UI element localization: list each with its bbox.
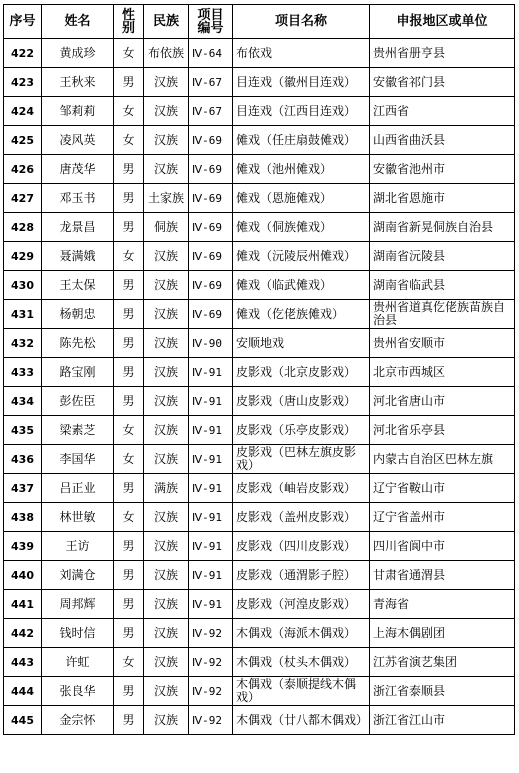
cell-project-name: 木偶戏（海派木偶戏） (233, 619, 370, 648)
cell-project-name: 傩戏（侗族傩戏） (233, 213, 370, 242)
cell-gender: 女 (114, 503, 144, 532)
table-row (4, 300, 515, 329)
cell-serial: 423 (4, 68, 42, 97)
col-header-project-code: 项目编号 (189, 5, 233, 39)
cell-ethnicity: 布依族 (144, 39, 189, 68)
cell-name: 杨朝忠 (42, 300, 114, 329)
cell-serial: 434 (4, 387, 42, 416)
cell-ethnicity: 汉族 (144, 445, 189, 474)
table-row (4, 503, 515, 532)
header-row (4, 5, 515, 39)
cell-name: 张良华 (42, 677, 114, 706)
cell-region: 河北省乐亭县 (370, 416, 515, 445)
cell-project-name: 皮影戏（盖州皮影戏） (233, 503, 370, 532)
cell-name: 周邦辉 (42, 590, 114, 619)
table-row (4, 590, 515, 619)
cell-ethnicity: 汉族 (144, 271, 189, 300)
table-row (4, 155, 515, 184)
cell-project-code: Ⅳ-69 (189, 155, 233, 184)
cell-project-code: Ⅳ-91 (189, 445, 233, 474)
table-row (4, 532, 515, 561)
cell-region: 山西省曲沃县 (370, 126, 515, 155)
cell-gender: 女 (114, 648, 144, 677)
cell-serial: 431 (4, 300, 42, 329)
cell-gender: 男 (114, 677, 144, 706)
cell-gender: 女 (114, 39, 144, 68)
cell-gender: 男 (114, 474, 144, 503)
cell-ethnicity: 汉族 (144, 561, 189, 590)
cell-name: 陈先松 (42, 329, 114, 358)
table-row (4, 242, 515, 271)
cell-project-code: Ⅳ-91 (189, 590, 233, 619)
cell-region: 贵州省安顺市 (370, 329, 515, 358)
inheritors-table (3, 4, 515, 735)
cell-gender: 男 (114, 329, 144, 358)
cell-gender: 男 (114, 213, 144, 242)
cell-serial: 430 (4, 271, 42, 300)
table-row (4, 387, 515, 416)
cell-region: 湖南省沅陵县 (370, 242, 515, 271)
cell-region: 湖北省恩施市 (370, 184, 515, 213)
cell-name: 唐茂华 (42, 155, 114, 184)
cell-name: 聂满娥 (42, 242, 114, 271)
cell-serial: 440 (4, 561, 42, 590)
cell-serial: 436 (4, 445, 42, 474)
cell-project-name: 木偶戏（廿八都木偶戏） (233, 706, 370, 735)
cell-serial: 429 (4, 242, 42, 271)
cell-project-code: Ⅳ-92 (189, 648, 233, 677)
cell-project-name: 傩戏（临武傩戏） (233, 271, 370, 300)
cell-serial: 443 (4, 648, 42, 677)
cell-name: 许虹 (42, 648, 114, 677)
cell-project-name: 傩戏（任庄扇鼓傩戏） (233, 126, 370, 155)
cell-region: 湖南省新晃侗族自治县 (370, 213, 515, 242)
cell-serial: 439 (4, 532, 42, 561)
cell-project-name: 傩戏（仡佬族傩戏） (233, 300, 370, 329)
cell-region: 浙江省泰顺县 (370, 677, 515, 706)
cell-region: 北京市西城区 (370, 358, 515, 387)
table-row (4, 445, 515, 474)
cell-ethnicity: 汉族 (144, 590, 189, 619)
cell-project-code: Ⅳ-91 (189, 503, 233, 532)
cell-project-name: 皮影戏（通渭影子腔） (233, 561, 370, 590)
table-row (4, 561, 515, 590)
cell-project-name: 布依戏 (233, 39, 370, 68)
table-row (4, 39, 515, 68)
cell-ethnicity: 汉族 (144, 68, 189, 97)
cell-region: 四川省阆中市 (370, 532, 515, 561)
cell-serial: 425 (4, 126, 42, 155)
cell-project-code: Ⅳ-69 (189, 184, 233, 213)
cell-serial: 435 (4, 416, 42, 445)
cell-gender: 男 (114, 706, 144, 735)
cell-ethnicity: 汉族 (144, 126, 189, 155)
cell-serial: 427 (4, 184, 42, 213)
cell-serial: 428 (4, 213, 42, 242)
cell-project-name: 皮影戏（乐亭皮影戏） (233, 416, 370, 445)
cell-ethnicity: 汉族 (144, 329, 189, 358)
cell-ethnicity: 汉族 (144, 503, 189, 532)
cell-project-name: 傩戏（恩施傩戏） (233, 184, 370, 213)
cell-region: 贵州省册亨县 (370, 39, 515, 68)
cell-project-name: 皮影戏（巴林左旗皮影戏） (233, 445, 370, 474)
cell-name: 王访 (42, 532, 114, 561)
cell-project-name: 傩戏（池州傩戏） (233, 155, 370, 184)
table-row (4, 474, 515, 503)
cell-ethnicity: 汉族 (144, 242, 189, 271)
cell-project-code: Ⅳ-69 (189, 213, 233, 242)
cell-serial: 438 (4, 503, 42, 532)
cell-region: 湖南省临武县 (370, 271, 515, 300)
cell-project-name: 皮影戏（河湟皮影戏） (233, 590, 370, 619)
cell-project-code: Ⅳ-91 (189, 387, 233, 416)
table-row (4, 213, 515, 242)
cell-name: 吕正业 (42, 474, 114, 503)
col-header-project-name: 项目名称 (233, 5, 370, 39)
cell-project-name: 木偶戏（泰顺提线木偶戏） (233, 677, 370, 706)
cell-gender: 女 (114, 416, 144, 445)
cell-project-name: 皮影戏（岫岩皮影戏） (233, 474, 370, 503)
cell-name: 龙景昌 (42, 213, 114, 242)
cell-region: 辽宁省鞍山市 (370, 474, 515, 503)
cell-serial: 426 (4, 155, 42, 184)
cell-gender: 男 (114, 184, 144, 213)
cell-gender: 女 (114, 242, 144, 271)
cell-project-code: Ⅳ-90 (189, 329, 233, 358)
cell-name: 王秋来 (42, 68, 114, 97)
cell-region: 江苏省演艺集团 (370, 648, 515, 677)
cell-project-code: Ⅳ-91 (189, 416, 233, 445)
cell-project-code: Ⅳ-91 (189, 561, 233, 590)
cell-serial: 433 (4, 358, 42, 387)
cell-serial: 432 (4, 329, 42, 358)
cell-region: 上海木偶剧团 (370, 619, 515, 648)
table-row (4, 358, 515, 387)
cell-name: 王太保 (42, 271, 114, 300)
cell-serial: 445 (4, 706, 42, 735)
cell-name: 邓玉书 (42, 184, 114, 213)
cell-serial: 442 (4, 619, 42, 648)
col-header-serial: 序号 (4, 5, 42, 39)
cell-ethnicity: 土家族 (144, 184, 189, 213)
cell-serial: 444 (4, 677, 42, 706)
cell-project-code: Ⅳ-64 (189, 39, 233, 68)
cell-project-name: 木偶戏（杖头木偶戏） (233, 648, 370, 677)
cell-ethnicity: 满族 (144, 474, 189, 503)
cell-project-code: Ⅳ-69 (189, 126, 233, 155)
cell-project-code: Ⅳ-92 (189, 677, 233, 706)
cell-ethnicity: 汉族 (144, 677, 189, 706)
cell-project-name: 安顺地戏 (233, 329, 370, 358)
cell-name: 金宗怀 (42, 706, 114, 735)
table-row (4, 329, 515, 358)
cell-ethnicity: 汉族 (144, 648, 189, 677)
cell-project-code: Ⅳ-91 (189, 474, 233, 503)
cell-serial: 441 (4, 590, 42, 619)
cell-project-name: 目连戏（江西目连戏） (233, 97, 370, 126)
col-header-gender: 性别 (114, 5, 144, 39)
table-body (4, 39, 515, 735)
cell-project-code: Ⅳ-69 (189, 271, 233, 300)
cell-region: 贵州省道真仡佬族苗族自治县 (370, 300, 515, 329)
table-row (4, 677, 515, 706)
table-row (4, 416, 515, 445)
cell-ethnicity: 汉族 (144, 706, 189, 735)
cell-region: 浙江省江山市 (370, 706, 515, 735)
cell-project-code: Ⅳ-67 (189, 68, 233, 97)
cell-serial: 424 (4, 97, 42, 126)
cell-region: 安徽省祁门县 (370, 68, 515, 97)
cell-name: 梁素芝 (42, 416, 114, 445)
cell-name: 黄成珍 (42, 39, 114, 68)
cell-region: 辽宁省盖州市 (370, 503, 515, 532)
cell-project-name: 傩戏（沅陵辰州傩戏） (233, 242, 370, 271)
cell-gender: 女 (114, 126, 144, 155)
cell-region: 江西省 (370, 97, 515, 126)
cell-gender: 男 (114, 532, 144, 561)
table-row (4, 648, 515, 677)
cell-ethnicity: 汉族 (144, 619, 189, 648)
cell-serial: 422 (4, 39, 42, 68)
col-header-ethnicity: 民族 (144, 5, 189, 39)
cell-region: 河北省唐山市 (370, 387, 515, 416)
cell-gender: 男 (114, 590, 144, 619)
cell-ethnicity: 汉族 (144, 358, 189, 387)
cell-gender: 男 (114, 68, 144, 97)
cell-ethnicity: 汉族 (144, 416, 189, 445)
cell-name: 林世敏 (42, 503, 114, 532)
cell-name: 路宝刚 (42, 358, 114, 387)
cell-ethnicity: 侗族 (144, 213, 189, 242)
cell-project-code: Ⅳ-69 (189, 300, 233, 329)
cell-project-code: Ⅳ-91 (189, 358, 233, 387)
cell-project-code: Ⅳ-91 (189, 532, 233, 561)
cell-region: 青海省 (370, 590, 515, 619)
cell-gender: 男 (114, 271, 144, 300)
cell-ethnicity: 汉族 (144, 387, 189, 416)
cell-project-code: Ⅳ-69 (189, 242, 233, 271)
cell-name: 彭佐臣 (42, 387, 114, 416)
cell-gender: 男 (114, 619, 144, 648)
cell-gender: 女 (114, 445, 144, 474)
cell-name: 钱时信 (42, 619, 114, 648)
table-row (4, 706, 515, 735)
cell-name: 李国华 (42, 445, 114, 474)
table-row (4, 184, 515, 213)
cell-ethnicity: 汉族 (144, 155, 189, 184)
cell-serial: 437 (4, 474, 42, 503)
cell-region: 安徽省池州市 (370, 155, 515, 184)
col-header-region: 申报地区或单位 (370, 5, 515, 39)
cell-gender: 男 (114, 561, 144, 590)
cell-gender: 男 (114, 387, 144, 416)
cell-ethnicity: 汉族 (144, 300, 189, 329)
cell-project-code: Ⅳ-67 (189, 97, 233, 126)
cell-gender: 男 (114, 300, 144, 329)
cell-gender: 男 (114, 155, 144, 184)
table-row (4, 271, 515, 300)
cell-project-name: 皮影戏（北京皮影戏） (233, 358, 370, 387)
table-row (4, 97, 515, 126)
cell-name: 邹莉莉 (42, 97, 114, 126)
cell-region: 内蒙古自治区巴林左旗 (370, 445, 515, 474)
cell-project-name: 皮影戏（唐山皮影戏） (233, 387, 370, 416)
cell-name: 刘满仓 (42, 561, 114, 590)
cell-gender: 男 (114, 358, 144, 387)
col-header-name: 姓名 (42, 5, 114, 39)
cell-project-code: Ⅳ-92 (189, 619, 233, 648)
table-row (4, 68, 515, 97)
cell-ethnicity: 汉族 (144, 97, 189, 126)
table-row (4, 126, 515, 155)
cell-project-name: 目连戏（徽州目连戏） (233, 68, 370, 97)
cell-project-name: 皮影戏（四川皮影戏） (233, 532, 370, 561)
cell-region: 甘肃省通渭县 (370, 561, 515, 590)
cell-name: 凌风英 (42, 126, 114, 155)
cell-ethnicity: 汉族 (144, 532, 189, 561)
cell-gender: 女 (114, 97, 144, 126)
cell-project-code: Ⅳ-92 (189, 706, 233, 735)
table-row (4, 619, 515, 648)
